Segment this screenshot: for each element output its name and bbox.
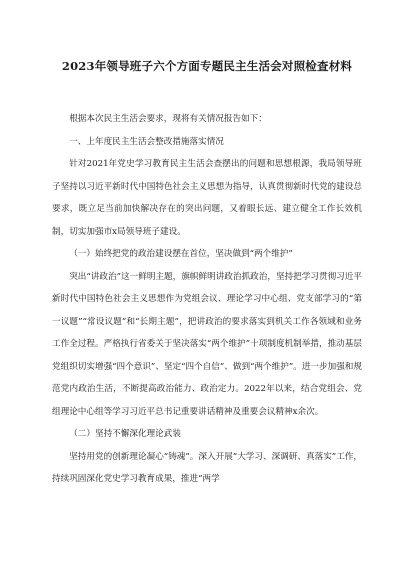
subsection-heading-2: （二）坚持不懈深化理论武装 (69, 429, 181, 439)
intro-paragraph: 根据本次民主生活会要求，现将有关情况报告如下： (69, 114, 267, 124)
document-title: 2023年领导班子六个方面专题民主生活会对照检查材料 (61, 59, 353, 73)
section-heading-1: 一、上年度民主生活会整改措施落实情况 (69, 136, 224, 147)
subsection-1-paragraph: 突出“讲政治”这一鲜明主题，旗帜鲜明讲政治抓政治，坚持把学习贯彻习近平新时代中国特色社会主义思想作为党组会议、理论学习中心组、党支部学习的“第一议题”“常设议题”和“长期主题”，把讲政治的要求落实到机关工作各领域和业务工作全过程。严格执行省委关于坚决落实“两个维护”十项制度机制举措，推动基层党组织切实增强“四个意识”、坚定“四个自信”、做到“两个维护”。进一步加强和规范党内政治生活，不断提高政治能力、政治定力。2022年以来，结合党组会、党组理论中心组等学习习近平总书记重要讲话精神及重要会议精神x余次。 (52, 271, 362, 417)
subsection-heading-1: （一）始终把党的政治建设摆在首位，坚决做到“两个维护” (69, 249, 293, 259)
subsection-2-paragraph: 坚持用党的创新理论凝心“铸魂”。深入开展“大学习、深调研、真落实”工作，持续巩固深化党史学习教育成果，推进“两学 (52, 451, 362, 484)
section-1-paragraph: 针对2021年党史学习教育民主生活会查摆出的问题和思想根源，我局领导班子坚持以习近平新时代中国特色社会主义思想为指导，认真贯彻新时代党的建设总要求，既立足当前加快解决存在的突出问题，又着眼长远、建立健全工作长效机制，切实加强市x局领导班子建设。 (52, 159, 362, 237)
